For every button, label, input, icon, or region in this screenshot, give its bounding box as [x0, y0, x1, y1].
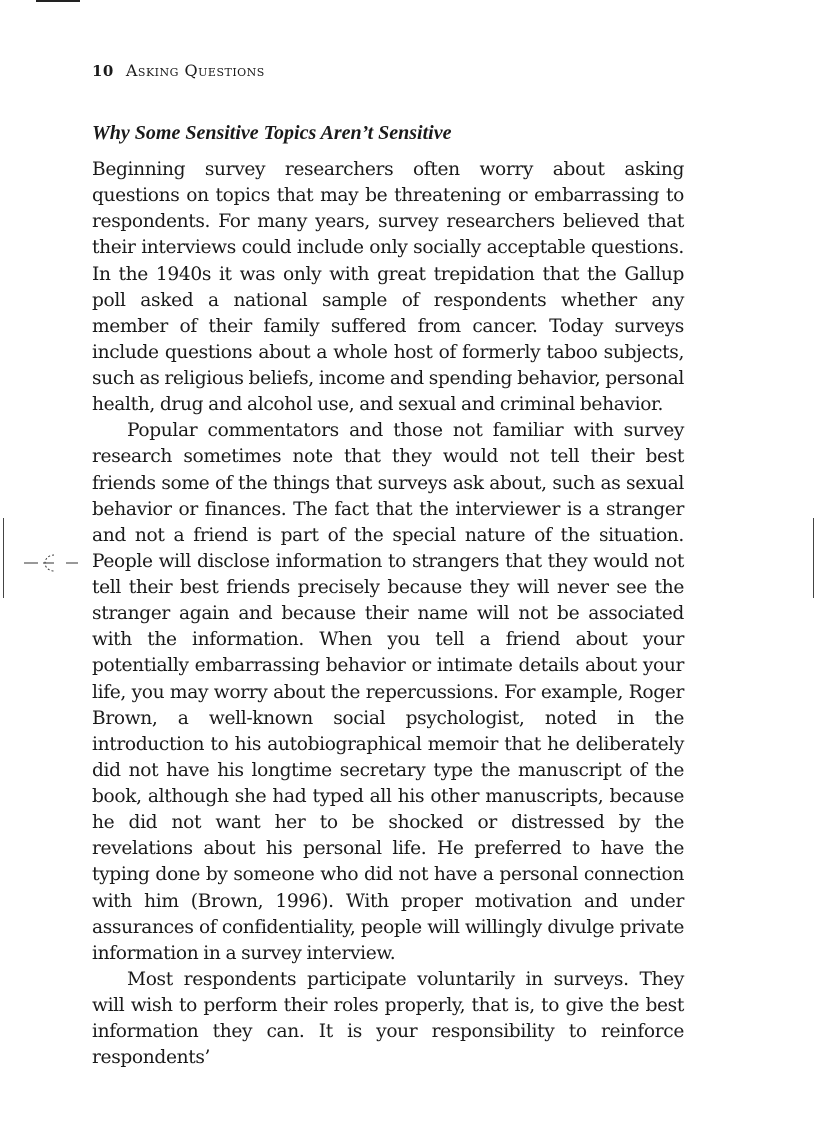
registration-mark-icon — [24, 552, 80, 574]
running-head — [92, 61, 265, 80]
right-crop-mark — [813, 518, 814, 598]
paragraph: Beginning survey researchers often worry about asking questions on topics that may be threatening or embarrassing to respondents. For many years, survey researchers believed that their interviews could include only socially acceptable questions. In the 1940s it was only with great trepidation that the Gallup poll asked a national sample of respondents whether any member of their family suffered from cancer. Today surveys include questions about a whole host of formerly taboo subjects, such as religious beliefs, income and spending behavior, personal health, drug and alcohol use, and sexual and criminal behavior. — [92, 159, 684, 416]
paragraph: Popular commentators and those not familiar with survey research sometimes note that they would not tell their best friends some of the things that surveys ask about, such as sexual behavior or finances. The fact that the interviewer is a stranger and not a friend is part of the special nature of the situation. People will disclose information to strangers that they would not tell their best friends precisely because they will never see the stranger again and because their name will not be associated with the information. When you tell a friend about your potentially embarrassing behavior or intimate details about your life, you may worry about the repercussions. For example, Roger Brown, a well-known social psychologist, noted in the introduction to his autobiographical memoir that he deliberately did not have his longtime secretary type the manuscript of the book, although she had typed all his other manuscripts, because he did not want her to be shocked or distressed by the revelations about his personal life. He preferred to have the typing done by someone who did not have a personal connection with him (Brown, 1996). With proper motivation and under assurances of confidentiality, people will willingly divulge private information in a survey interview. — [92, 420, 684, 964]
book-title: Asking Questions — [125, 61, 265, 80]
top-crop-rule — [36, 0, 80, 2]
body-text — [92, 157, 684, 1071]
page-number: 10 — [92, 62, 114, 80]
section-heading: Why Some Sensitive Topics Aren’t Sensitive — [92, 122, 452, 144]
left-crop-mark — [3, 518, 4, 598]
paragraph: Most respondents participate voluntarily in surveys. They will wish to perform their roles properly, that is, to give the best information they can. It is your responsibility to reinforce respondents’ — [92, 968, 684, 1069]
